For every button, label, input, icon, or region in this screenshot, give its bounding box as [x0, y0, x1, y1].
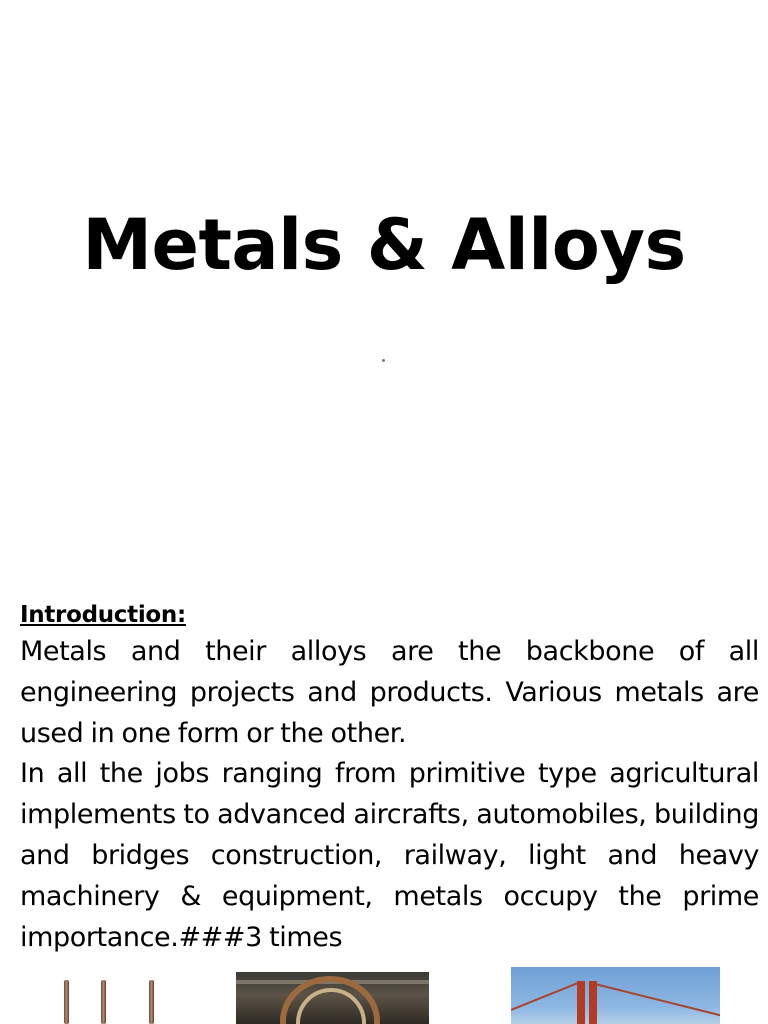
bridge-tower: [589, 981, 597, 1024]
introduction-heading: Introduction:: [20, 602, 186, 628]
bridge-cable: [595, 983, 720, 1016]
rod-shape: [101, 980, 106, 1024]
bridge-cable: [511, 982, 578, 1011]
metal-rods-image: [56, 980, 166, 1024]
introduction-section: [20, 598, 759, 958]
slide-title: Metals & Alloys: [82, 204, 686, 286]
introduction-paragraph-1: Metals and their alloys are the backbone of all engineering projects and products. Various metals are used in one form or the other.: [20, 636, 759, 749]
image-strip: [0, 966, 768, 1024]
bridge-image: [511, 967, 720, 1024]
decorative-dot: [382, 359, 385, 362]
bridge-tower: [577, 981, 585, 1024]
rod-shape: [149, 980, 154, 1024]
introduction-paragraph-2: In all the jobs ranging from primitive type agricultural implements to advanced aircrafts, automobiles, building and bridges construction, railway, light and heavy machinery & equipment, metals occupy the prime importance.###3 times: [20, 758, 759, 953]
rod-shape: [64, 980, 69, 1024]
machinery-image: [236, 972, 429, 1024]
